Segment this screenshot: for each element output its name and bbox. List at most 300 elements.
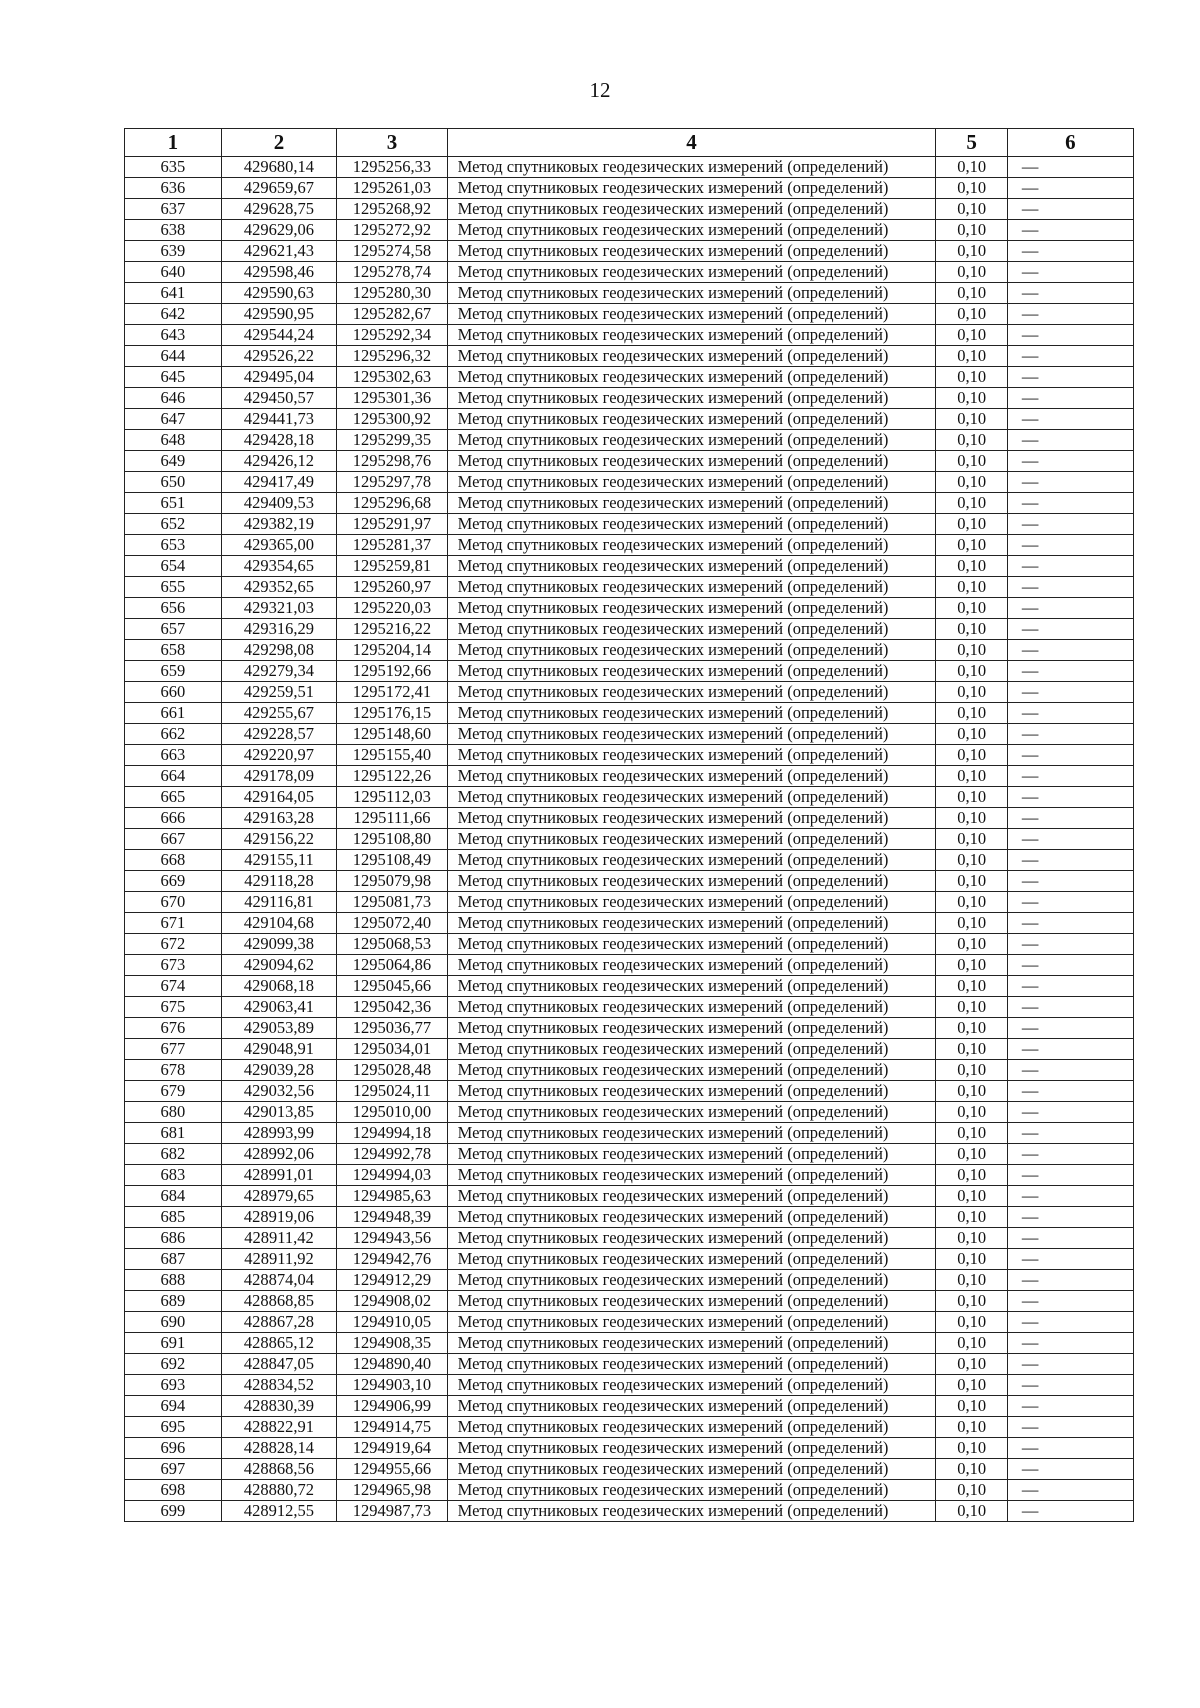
accuracy-cell: 0,10 bbox=[936, 1102, 1007, 1123]
y-coordinate-cell: 1295172,41 bbox=[337, 682, 447, 703]
accuracy-cell: 0,10 bbox=[936, 1018, 1007, 1039]
method-cell: Метод спутниковых геодезических измерений (определений) bbox=[447, 913, 936, 934]
x-coordinate-cell: 429426,12 bbox=[221, 451, 337, 472]
accuracy-cell: 0,10 bbox=[936, 808, 1007, 829]
y-coordinate-cell: 1295081,73 bbox=[337, 892, 447, 913]
y-coordinate-cell: 1295256,33 bbox=[337, 157, 447, 178]
table-row bbox=[125, 1186, 1134, 1207]
x-coordinate-cell: 429316,29 bbox=[221, 619, 337, 640]
accuracy-cell: 0,10 bbox=[936, 220, 1007, 241]
accuracy-cell: 0,10 bbox=[936, 556, 1007, 577]
method-cell: Метод спутниковых геодезических измерений (определений) bbox=[447, 388, 936, 409]
x-coordinate-cell: 428911,92 bbox=[221, 1249, 337, 1270]
y-coordinate-cell: 1295068,53 bbox=[337, 934, 447, 955]
point-number-cell: 699 bbox=[125, 1501, 222, 1522]
x-coordinate-cell: 429178,09 bbox=[221, 766, 337, 787]
x-coordinate-cell: 429039,28 bbox=[221, 1060, 337, 1081]
description-cell: — bbox=[1007, 766, 1133, 787]
table-row bbox=[125, 220, 1134, 241]
description-cell: — bbox=[1007, 976, 1133, 997]
table-row bbox=[125, 913, 1134, 934]
y-coordinate-cell: 1295111,66 bbox=[337, 808, 447, 829]
point-number-cell: 694 bbox=[125, 1396, 222, 1417]
method-cell: Метод спутниковых геодезических измерений (определений) bbox=[447, 1270, 936, 1291]
table-row bbox=[125, 1102, 1134, 1123]
point-number-cell: 655 bbox=[125, 577, 222, 598]
y-coordinate-cell: 1295259,81 bbox=[337, 556, 447, 577]
accuracy-cell: 0,10 bbox=[936, 346, 1007, 367]
description-cell: — bbox=[1007, 514, 1133, 535]
x-coordinate-cell: 429621,43 bbox=[221, 241, 337, 262]
y-coordinate-cell: 1295278,74 bbox=[337, 262, 447, 283]
accuracy-cell: 0,10 bbox=[936, 1417, 1007, 1438]
table-row bbox=[125, 1333, 1134, 1354]
description-cell: — bbox=[1007, 1186, 1133, 1207]
table-row bbox=[125, 262, 1134, 283]
table-row bbox=[125, 766, 1134, 787]
method-cell: Метод спутниковых геодезических измерений (определений) bbox=[447, 955, 936, 976]
table-row bbox=[125, 976, 1134, 997]
method-cell: Метод спутниковых геодезических измерений (определений) bbox=[447, 241, 936, 262]
method-cell: Метод спутниковых геодезических измерений (определений) bbox=[447, 1102, 936, 1123]
point-number-cell: 679 bbox=[125, 1081, 222, 1102]
y-coordinate-cell: 1295260,97 bbox=[337, 577, 447, 598]
x-coordinate-cell: 428822,91 bbox=[221, 1417, 337, 1438]
x-coordinate-cell: 429116,81 bbox=[221, 892, 337, 913]
point-number-cell: 681 bbox=[125, 1123, 222, 1144]
table-row bbox=[125, 934, 1134, 955]
accuracy-cell: 0,10 bbox=[936, 913, 1007, 934]
y-coordinate-cell: 1295261,03 bbox=[337, 178, 447, 199]
x-coordinate-cell: 428991,01 bbox=[221, 1165, 337, 1186]
description-cell: — bbox=[1007, 1417, 1133, 1438]
y-coordinate-cell: 1295192,66 bbox=[337, 661, 447, 682]
table-row bbox=[125, 199, 1134, 220]
y-coordinate-cell: 1295298,76 bbox=[337, 451, 447, 472]
table-row bbox=[125, 1312, 1134, 1333]
x-coordinate-cell: 429298,08 bbox=[221, 640, 337, 661]
x-coordinate-cell: 429450,57 bbox=[221, 388, 337, 409]
method-cell: Метод спутниковых геодезических измерений (определений) bbox=[447, 682, 936, 703]
method-cell: Метод спутниковых геодезических измерений (определений) bbox=[447, 346, 936, 367]
y-coordinate-cell: 1294943,56 bbox=[337, 1228, 447, 1249]
method-cell: Метод спутниковых геодезических измерений (определений) bbox=[447, 1438, 936, 1459]
description-cell: — bbox=[1007, 934, 1133, 955]
x-coordinate-cell: 429441,73 bbox=[221, 409, 337, 430]
point-number-cell: 689 bbox=[125, 1291, 222, 1312]
point-number-cell: 669 bbox=[125, 871, 222, 892]
y-coordinate-cell: 1295036,77 bbox=[337, 1018, 447, 1039]
accuracy-cell: 0,10 bbox=[936, 619, 1007, 640]
description-cell: — bbox=[1007, 1291, 1133, 1312]
method-cell: Метод спутниковых геодезических измерений (определений) bbox=[447, 934, 936, 955]
description-cell: — bbox=[1007, 1018, 1133, 1039]
description-cell: — bbox=[1007, 1270, 1133, 1291]
description-cell: — bbox=[1007, 388, 1133, 409]
accuracy-cell: 0,10 bbox=[936, 199, 1007, 220]
table-row bbox=[125, 682, 1134, 703]
table-row bbox=[125, 451, 1134, 472]
point-number-cell: 686 bbox=[125, 1228, 222, 1249]
table-row bbox=[125, 430, 1134, 451]
point-number-cell: 683 bbox=[125, 1165, 222, 1186]
y-coordinate-cell: 1295292,34 bbox=[337, 325, 447, 346]
point-number-cell: 643 bbox=[125, 325, 222, 346]
point-number-cell: 652 bbox=[125, 514, 222, 535]
method-cell: Метод спутниковых геодезических измерений (определений) bbox=[447, 157, 936, 178]
y-coordinate-cell: 1295112,03 bbox=[337, 787, 447, 808]
x-coordinate-cell: 429255,67 bbox=[221, 703, 337, 724]
description-cell: — bbox=[1007, 850, 1133, 871]
point-number-cell: 637 bbox=[125, 199, 222, 220]
method-cell: Метод спутниковых геодезических измерений (определений) bbox=[447, 619, 936, 640]
method-cell: Метод спутниковых геодезических измерений (определений) bbox=[447, 1417, 936, 1438]
y-coordinate-cell: 1294955,66 bbox=[337, 1459, 447, 1480]
table-row bbox=[125, 1501, 1134, 1522]
method-cell: Метод спутниковых геодезических измерений (определений) bbox=[447, 871, 936, 892]
point-number-cell: 651 bbox=[125, 493, 222, 514]
table-row bbox=[125, 1060, 1134, 1081]
y-coordinate-cell: 1294890,40 bbox=[337, 1354, 447, 1375]
description-cell: — bbox=[1007, 619, 1133, 640]
method-cell: Метод спутниковых геодезических измерений (определений) bbox=[447, 514, 936, 535]
table-row bbox=[125, 1375, 1134, 1396]
x-coordinate-cell: 428992,06 bbox=[221, 1144, 337, 1165]
description-cell: — bbox=[1007, 1228, 1133, 1249]
y-coordinate-cell: 1295155,40 bbox=[337, 745, 447, 766]
table-row bbox=[125, 829, 1134, 850]
point-number-cell: 695 bbox=[125, 1417, 222, 1438]
point-number-cell: 657 bbox=[125, 619, 222, 640]
method-cell: Метод спутниковых геодезических измерений (определений) bbox=[447, 808, 936, 829]
accuracy-cell: 0,10 bbox=[936, 1228, 1007, 1249]
x-coordinate-cell: 429156,22 bbox=[221, 829, 337, 850]
y-coordinate-cell: 1295300,92 bbox=[337, 409, 447, 430]
point-number-cell: 644 bbox=[125, 346, 222, 367]
accuracy-cell: 0,10 bbox=[936, 514, 1007, 535]
point-number-cell: 676 bbox=[125, 1018, 222, 1039]
x-coordinate-cell: 429628,75 bbox=[221, 199, 337, 220]
table-row bbox=[125, 703, 1134, 724]
method-cell: Метод спутниковых геодезических измерений (определений) bbox=[447, 703, 936, 724]
y-coordinate-cell: 1295148,60 bbox=[337, 724, 447, 745]
description-cell: — bbox=[1007, 913, 1133, 934]
description-cell: — bbox=[1007, 640, 1133, 661]
accuracy-cell: 0,10 bbox=[936, 1312, 1007, 1333]
table-row bbox=[125, 871, 1134, 892]
point-number-cell: 639 bbox=[125, 241, 222, 262]
description-cell: — bbox=[1007, 472, 1133, 493]
description-cell: — bbox=[1007, 724, 1133, 745]
accuracy-cell: 0,10 bbox=[936, 1438, 1007, 1459]
method-cell: Метод спутниковых геодезических измерений (определений) bbox=[447, 451, 936, 472]
point-number-cell: 650 bbox=[125, 472, 222, 493]
y-coordinate-cell: 1295272,92 bbox=[337, 220, 447, 241]
table-row bbox=[125, 724, 1134, 745]
x-coordinate-cell: 429590,63 bbox=[221, 283, 337, 304]
y-coordinate-cell: 1295291,97 bbox=[337, 514, 447, 535]
point-number-cell: 641 bbox=[125, 283, 222, 304]
y-coordinate-cell: 1295072,40 bbox=[337, 913, 447, 934]
point-number-cell: 677 bbox=[125, 1039, 222, 1060]
description-cell: — bbox=[1007, 1333, 1133, 1354]
x-coordinate-cell: 428868,85 bbox=[221, 1291, 337, 1312]
point-number-cell: 638 bbox=[125, 220, 222, 241]
description-cell: — bbox=[1007, 241, 1133, 262]
point-number-cell: 642 bbox=[125, 304, 222, 325]
table-row bbox=[125, 472, 1134, 493]
x-coordinate-cell: 428847,05 bbox=[221, 1354, 337, 1375]
description-cell: — bbox=[1007, 556, 1133, 577]
method-cell: Метод спутниковых геодезических измерений (определений) bbox=[447, 829, 936, 850]
x-coordinate-cell: 428834,52 bbox=[221, 1375, 337, 1396]
table-row bbox=[125, 325, 1134, 346]
table-row bbox=[125, 1459, 1134, 1480]
method-cell: Метод спутниковых геодезических измерений (определений) bbox=[447, 1165, 936, 1186]
table-row bbox=[125, 640, 1134, 661]
point-number-cell: 680 bbox=[125, 1102, 222, 1123]
x-coordinate-cell: 428993,99 bbox=[221, 1123, 337, 1144]
accuracy-cell: 0,10 bbox=[936, 976, 1007, 997]
description-cell: — bbox=[1007, 535, 1133, 556]
point-number-cell: 685 bbox=[125, 1207, 222, 1228]
x-coordinate-cell: 429417,49 bbox=[221, 472, 337, 493]
table-row bbox=[125, 1123, 1134, 1144]
accuracy-cell: 0,10 bbox=[936, 682, 1007, 703]
accuracy-cell: 0,10 bbox=[936, 766, 1007, 787]
x-coordinate-cell: 429495,04 bbox=[221, 367, 337, 388]
description-cell: — bbox=[1007, 262, 1133, 283]
header-col-3: 3 bbox=[337, 129, 447, 157]
table-row bbox=[125, 409, 1134, 430]
table-row bbox=[125, 1039, 1134, 1060]
method-cell: Метод спутниковых геодезических измерений (определений) bbox=[447, 535, 936, 556]
table-row bbox=[125, 346, 1134, 367]
table-row bbox=[125, 157, 1134, 178]
method-cell: Метод спутниковых геодезических измерений (определений) bbox=[447, 976, 936, 997]
method-cell: Метод спутниковых геодезических измерений (определений) bbox=[447, 1228, 936, 1249]
description-cell: — bbox=[1007, 1123, 1133, 1144]
header-col-2: 2 bbox=[221, 129, 337, 157]
accuracy-cell: 0,10 bbox=[936, 1375, 1007, 1396]
x-coordinate-cell: 429099,38 bbox=[221, 934, 337, 955]
x-coordinate-cell: 428919,06 bbox=[221, 1207, 337, 1228]
y-coordinate-cell: 1294985,63 bbox=[337, 1186, 447, 1207]
table-row bbox=[125, 1438, 1134, 1459]
method-cell: Метод спутниковых геодезических измерений (определений) bbox=[447, 1144, 936, 1165]
accuracy-cell: 0,10 bbox=[936, 472, 1007, 493]
coordinates-table bbox=[124, 128, 1134, 1522]
table-row bbox=[125, 367, 1134, 388]
description-cell: — bbox=[1007, 1039, 1133, 1060]
y-coordinate-cell: 1295299,35 bbox=[337, 430, 447, 451]
header-col-5: 5 bbox=[936, 129, 1007, 157]
point-number-cell: 675 bbox=[125, 997, 222, 1018]
method-cell: Метод спутниковых геодезических измерений (определений) bbox=[447, 430, 936, 451]
method-cell: Метод спутниковых геодезических измерений (определений) bbox=[447, 178, 936, 199]
description-cell: — bbox=[1007, 346, 1133, 367]
y-coordinate-cell: 1295028,48 bbox=[337, 1060, 447, 1081]
description-cell: — bbox=[1007, 598, 1133, 619]
point-number-cell: 693 bbox=[125, 1375, 222, 1396]
method-cell: Метод спутниковых геодезических измерений (определений) bbox=[447, 1018, 936, 1039]
description-cell: — bbox=[1007, 409, 1133, 430]
x-coordinate-cell: 429382,19 bbox=[221, 514, 337, 535]
x-coordinate-cell: 428865,12 bbox=[221, 1333, 337, 1354]
method-cell: Метод спутниковых геодезических измерений (определений) bbox=[447, 304, 936, 325]
description-cell: — bbox=[1007, 703, 1133, 724]
table-row bbox=[125, 1354, 1134, 1375]
method-cell: Метод спутниковых геодезических измерений (определений) bbox=[447, 1123, 936, 1144]
description-cell: — bbox=[1007, 283, 1133, 304]
x-coordinate-cell: 429354,65 bbox=[221, 556, 337, 577]
accuracy-cell: 0,10 bbox=[936, 598, 1007, 619]
description-cell: — bbox=[1007, 745, 1133, 766]
accuracy-cell: 0,10 bbox=[936, 1396, 1007, 1417]
method-cell: Метод спутниковых геодезических измерений (определений) bbox=[447, 787, 936, 808]
description-cell: — bbox=[1007, 1354, 1133, 1375]
table-row bbox=[125, 241, 1134, 262]
y-coordinate-cell: 1294942,76 bbox=[337, 1249, 447, 1270]
y-coordinate-cell: 1295108,49 bbox=[337, 850, 447, 871]
description-cell: — bbox=[1007, 1312, 1133, 1333]
table-row bbox=[125, 808, 1134, 829]
table-row bbox=[125, 1081, 1134, 1102]
y-coordinate-cell: 1294910,05 bbox=[337, 1312, 447, 1333]
method-cell: Метод спутниковых геодезических измерений (определений) bbox=[447, 892, 936, 913]
table-row bbox=[125, 1165, 1134, 1186]
y-coordinate-cell: 1294914,75 bbox=[337, 1417, 447, 1438]
accuracy-cell: 0,10 bbox=[936, 1291, 1007, 1312]
point-number-cell: 678 bbox=[125, 1060, 222, 1081]
y-coordinate-cell: 1295297,78 bbox=[337, 472, 447, 493]
accuracy-cell: 0,10 bbox=[936, 1060, 1007, 1081]
table-row bbox=[125, 850, 1134, 871]
table-row bbox=[125, 1144, 1134, 1165]
point-number-cell: 671 bbox=[125, 913, 222, 934]
description-cell: — bbox=[1007, 892, 1133, 913]
y-coordinate-cell: 1294903,10 bbox=[337, 1375, 447, 1396]
table-row bbox=[125, 661, 1134, 682]
method-cell: Метод спутниковых геодезических измерений (определений) bbox=[447, 1207, 936, 1228]
table-row bbox=[125, 304, 1134, 325]
x-coordinate-cell: 429259,51 bbox=[221, 682, 337, 703]
point-number-cell: 661 bbox=[125, 703, 222, 724]
accuracy-cell: 0,10 bbox=[936, 304, 1007, 325]
accuracy-cell: 0,10 bbox=[936, 640, 1007, 661]
description-cell: — bbox=[1007, 1060, 1133, 1081]
table-row bbox=[125, 514, 1134, 535]
x-coordinate-cell: 429365,00 bbox=[221, 535, 337, 556]
accuracy-cell: 0,10 bbox=[936, 1501, 1007, 1522]
x-coordinate-cell: 429659,67 bbox=[221, 178, 337, 199]
x-coordinate-cell: 429053,89 bbox=[221, 1018, 337, 1039]
description-cell: — bbox=[1007, 1396, 1133, 1417]
y-coordinate-cell: 1294992,78 bbox=[337, 1144, 447, 1165]
table-row bbox=[125, 1270, 1134, 1291]
x-coordinate-cell: 428828,14 bbox=[221, 1438, 337, 1459]
method-cell: Метод спутниковых геодезических измерений (определений) bbox=[447, 1354, 936, 1375]
x-coordinate-cell: 429063,41 bbox=[221, 997, 337, 1018]
method-cell: Метод спутниковых геодезических измерений (определений) bbox=[447, 367, 936, 388]
accuracy-cell: 0,10 bbox=[936, 1459, 1007, 1480]
table-row bbox=[125, 1480, 1134, 1501]
accuracy-cell: 0,10 bbox=[936, 745, 1007, 766]
accuracy-cell: 0,10 bbox=[936, 178, 1007, 199]
description-cell: — bbox=[1007, 787, 1133, 808]
accuracy-cell: 0,10 bbox=[936, 1354, 1007, 1375]
x-coordinate-cell: 429526,22 bbox=[221, 346, 337, 367]
table-row bbox=[125, 955, 1134, 976]
table-row bbox=[125, 178, 1134, 199]
table-row bbox=[125, 787, 1134, 808]
x-coordinate-cell: 428868,56 bbox=[221, 1459, 337, 1480]
accuracy-cell: 0,10 bbox=[936, 493, 1007, 514]
accuracy-cell: 0,10 bbox=[936, 1207, 1007, 1228]
method-cell: Метод спутниковых геодезических измерений (определений) bbox=[447, 745, 936, 766]
method-cell: Метод спутниковых геодезических измерений (определений) bbox=[447, 199, 936, 220]
point-number-cell: 663 bbox=[125, 745, 222, 766]
table-row bbox=[125, 619, 1134, 640]
description-cell: — bbox=[1007, 1144, 1133, 1165]
method-cell: Метод спутниковых геодезических измерений (определений) bbox=[447, 1186, 936, 1207]
description-cell: — bbox=[1007, 157, 1133, 178]
accuracy-cell: 0,10 bbox=[936, 325, 1007, 346]
point-number-cell: 698 bbox=[125, 1480, 222, 1501]
accuracy-cell: 0,10 bbox=[936, 1165, 1007, 1186]
y-coordinate-cell: 1294908,02 bbox=[337, 1291, 447, 1312]
y-coordinate-cell: 1295024,11 bbox=[337, 1081, 447, 1102]
method-cell: Метод спутниковых геодезических измерений (определений) bbox=[447, 220, 936, 241]
method-cell: Метод спутниковых геодезических измерений (определений) bbox=[447, 283, 936, 304]
description-cell: — bbox=[1007, 220, 1133, 241]
accuracy-cell: 0,10 bbox=[936, 1186, 1007, 1207]
point-number-cell: 656 bbox=[125, 598, 222, 619]
point-number-cell: 667 bbox=[125, 829, 222, 850]
description-cell: — bbox=[1007, 1375, 1133, 1396]
description-cell: — bbox=[1007, 199, 1133, 220]
description-cell: — bbox=[1007, 1165, 1133, 1186]
y-coordinate-cell: 1295176,15 bbox=[337, 703, 447, 724]
header-col-6: 6 bbox=[1007, 129, 1133, 157]
x-coordinate-cell: 429163,28 bbox=[221, 808, 337, 829]
x-coordinate-cell: 429544,24 bbox=[221, 325, 337, 346]
x-coordinate-cell: 429228,57 bbox=[221, 724, 337, 745]
y-coordinate-cell: 1295302,63 bbox=[337, 367, 447, 388]
table-row bbox=[125, 892, 1134, 913]
method-cell: Метод спутниковых геодезических измерений (определений) bbox=[447, 409, 936, 430]
accuracy-cell: 0,10 bbox=[936, 262, 1007, 283]
accuracy-cell: 0,10 bbox=[936, 850, 1007, 871]
point-number-cell: 636 bbox=[125, 178, 222, 199]
y-coordinate-cell: 1295281,37 bbox=[337, 535, 447, 556]
table-row bbox=[125, 997, 1134, 1018]
y-coordinate-cell: 1295280,30 bbox=[337, 283, 447, 304]
accuracy-cell: 0,10 bbox=[936, 661, 1007, 682]
method-cell: Метод спутниковых геодезических измерений (определений) bbox=[447, 1333, 936, 1354]
point-number-cell: 697 bbox=[125, 1459, 222, 1480]
accuracy-cell: 0,10 bbox=[936, 703, 1007, 724]
accuracy-cell: 0,10 bbox=[936, 1039, 1007, 1060]
table-row bbox=[125, 1396, 1134, 1417]
accuracy-cell: 0,10 bbox=[936, 787, 1007, 808]
point-number-cell: 658 bbox=[125, 640, 222, 661]
description-cell: — bbox=[1007, 682, 1133, 703]
description-cell: — bbox=[1007, 1459, 1133, 1480]
accuracy-cell: 0,10 bbox=[936, 577, 1007, 598]
x-coordinate-cell: 428911,42 bbox=[221, 1228, 337, 1249]
x-coordinate-cell: 429220,97 bbox=[221, 745, 337, 766]
